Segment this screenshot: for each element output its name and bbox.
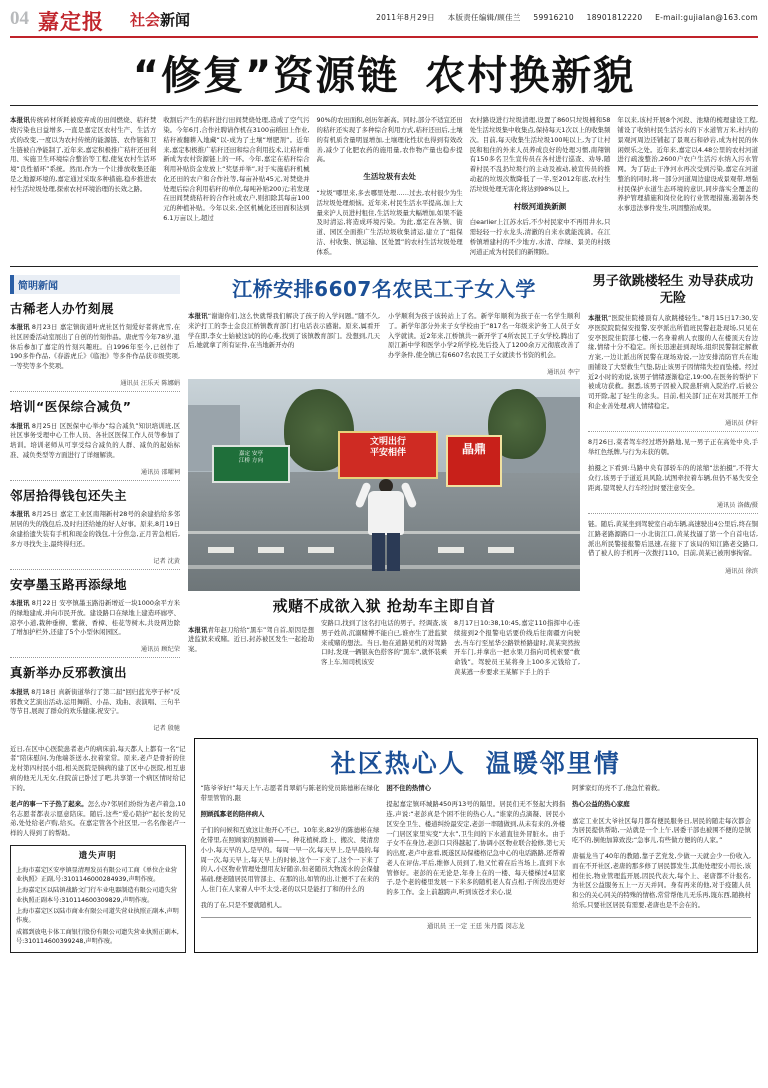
notice-title: 遗失声明: [78, 851, 117, 862]
community-byline: 通讯员 王一定 王廷 朱丹霞 闵志龙: [201, 917, 751, 930]
bottom-zone: [10, 738, 758, 953]
masthead-info: [366, 12, 758, 23]
brief-title: 真新举办反邪教演出: [10, 665, 128, 681]
byline: 通讯员 伊轩: [725, 419, 758, 427]
community-feature-box: [194, 738, 758, 953]
photo-crosswalk: [308, 547, 334, 553]
paragraph: 链。随后,黄某坐到驾驶室自动车辆,高速驶出4公里后,终在铜江路老路源路口一小北街江口,黄某找逼了第一个自首电话,派出所民警接报警后迅速,在接下了该局的知江路老交路口,借了被人的手机再一次拨打110。目前,黄某已被刑事拘留。: [588, 520, 758, 558]
subhead: 生活垃圾有去处: [363, 172, 416, 182]
editor-name: 本版责任编辑/顾佳兰: [447, 13, 521, 22]
brief-date: 8月25日: [31, 421, 58, 430]
phone-1: 59916210: [533, 13, 574, 22]
paragraph: 我的了在,只是不要就随机人。: [200, 900, 286, 909]
divider: [10, 569, 180, 570]
briefs-header: 简明新闻: [10, 275, 180, 294]
dateline: 本报讯: [188, 312, 208, 321]
divider: [10, 657, 180, 658]
paragraph: 唐福龙当了40年的教随,靠子艺党发,少做一天就会少一份收入,而在不开社区,老唐的那多修了居民都发生,其他处理安小用长,该相住长,物业管理监开展,因民代表大,每个上、老唐都不计报名,为社区公益服务五上一万天并同。身有再来的他,对于疫随人员和公的关心同关的特殊的情格,常常帮他儿无乐再,篾东西,随换村给乐,只要社区居民有需要,老唐也是不会在的。: [572, 852, 751, 909]
brief-title: 古稀老人办竹刻展: [10, 300, 115, 316]
notice-line: 上海嘉定区以陆镇战路文门行车业电器制造有限公司道失营业执照正副本号:310114600309829,声明作废。: [16, 887, 177, 904]
paragraph: 收割后产生的秸秆进行田间焚烧处理,造成了空气污染。今年6月,合作社聘请作机在3100亩稻田上作业,秸秆被翻耕入地藏“以-成为了土壤“增肥剂”。近年来,嘉定积极推广秸秆还田和综合利用技术,让秸秆重新成为农村资源链上的一环。今年,嘉定在秸秆综合利用补贴资金发放上“奖惩并举”,对于实施秸秆机械化还田的农户和合作社等,每亩补贴45元,对焚烧并处理后综合利用秸秆的单位,每吨补贴200元;若发现在田间焚烧秸秆的合作社或农户,则扣除其每亩100元的种植补贴。今年以来,全区机械化还田面积达到6.1万亩以上,超过: [163, 116, 310, 222]
paragraph: 嘉定工业区大爷社区每月都有便民服务日,居民的随走每次都会为居民提供帮助,一站就是一个上午,居委干部也被围不便的是镇吃不的,倒他加算致没;“急事儿,有些做方便的的人家。”: [572, 816, 751, 845]
photo-sign-text: 嘉定 安亭 江桥 方向: [238, 451, 264, 465]
brief-item[interactable]: [10, 299, 180, 387]
photo-green-road-sign: [212, 445, 290, 483]
notice-column: [10, 738, 186, 953]
photo-person: [364, 475, 408, 571]
byline: 通讯员 徐滨: [725, 567, 758, 575]
loss-notice-box: [10, 845, 186, 953]
photo-person-leg-left: [372, 533, 385, 571]
paragraph: [588, 314, 758, 411]
brief-date: 8月23日: [31, 323, 58, 332]
lead-article-col-5: [617, 110, 758, 264]
dateline: 本报讯: [588, 314, 608, 323]
section-title: [130, 9, 190, 30]
photo-red-sign: [446, 435, 502, 487]
lead-article-col-2: [163, 110, 309, 264]
lead-article-col-1: [10, 110, 156, 264]
photo-caption: 8月26日,菜者驾车经过塔外路地,见一男子正在高处中央,手举红色纸牌,与行为未获的朝。: [588, 438, 758, 457]
publish-date: 2011年8月29日: [376, 13, 435, 22]
section-char-3: 新: [160, 11, 176, 29]
page-title: [10, 44, 758, 101]
subhead: 老卢的事一下子热了起来。: [10, 799, 88, 808]
paragraph: [10, 510, 180, 549]
brief-item[interactable]: [10, 575, 180, 654]
brief-text: 安亭镇墨玉路沿新增近一块1000余平方米的绿地建成,并向市民开放。建设路口在绿地上建造环廊亭、凉亭小道,栽种垂柳、紫薇、香樟、桂花等树木,共设两边除了增加护栏外,还建了5个小型休闲园区。: [10, 599, 180, 637]
dateline: 本报讯: [10, 510, 30, 519]
community-body: [201, 784, 751, 912]
paragraph: [10, 116, 156, 194]
newspaper-logo: 嘉定报: [38, 10, 104, 34]
phone-2: 18901812220: [586, 13, 643, 22]
paragraph: 提起嘉定镇环城路450再13号的隔里。居民们无不竖起大拇指连,声说:“老彭真是个困不住的热心人。”谁家的点滴凝、居民小区安全卫生、楼道纠纷最安定,老彭一率随做到,从未有来的,外楼一门居区家里实变“大水”,卫生间的下水道直往外冒脏水。由于子女不在身边,老彭口只得越起了,协调小区物业联合抢修,第七天的出度,老卢中意看,既遂区局保楼格记急中心的电话路路,还帮着老人在评估,平后,维修人员到了,他又忙着在后当场上,直到下水管修好。老彭的在无论是,年身上在的一楼、每天楼梯过4层家子,是个老的楼里发展一下米多的随机老人有点相,子所没出更好的多工作。金上前越跨声,听到该苍才来心,说: [386, 800, 566, 897]
community-headline-part-1: 社区热心人: [330, 749, 466, 779]
feature2-headline: 戒赌不成欲入狱 抢劫车主即自首: [272, 597, 496, 616]
feature-headline: 江桥安排6607名农民工子女入学: [232, 276, 536, 301]
brief-text: 嘉定工业区南翔新村28号的余建拾给多邻居居的失的钱包后,及时归还给她的好人好事。原来,8月19日余建拾遗失装有手机和现金的钱包,十分焦急,正月苦急相后,多方寻找失主,最终得归还。: [10, 510, 180, 548]
subhead: 照顾孤寡老的陪伴病人: [200, 810, 265, 819]
lead-article-col-3: [316, 110, 462, 264]
divider: [588, 431, 758, 432]
photo-crosswalk: [208, 547, 234, 553]
notice-line: 成都到放电卡体工商银行股份有限公司遗失营业执照正副本,号:310114600399248,声明作废。: [16, 928, 179, 945]
photo-crosswalk: [258, 547, 284, 553]
lead-article-col-4: [470, 110, 611, 264]
paragraph: 安路口,找到了这名打电话的男子。经调查,该男子姓黄,沉溺赌博不能自已,谁亦生了进监狱来戒赌的想法。当日,他在道路见机的对驾路口时,发现一辆银灰色搭客的“黑车”,就怀装乘客上车,知司机该安: [321, 619, 447, 667]
byline: 记者 沈黄: [153, 557, 180, 565]
feature-photo: [188, 379, 580, 591]
paragraph: “陈爷爷好!”每天上午,志愿者肖翠娟与陈老的党员陈德彬在绿化带里管管的,跟: [200, 784, 380, 803]
paragraph: 90%的农田面积,创历年新高。同时,部分不适宜还田的秸秆还实现了多种综合利用方式,秸秆还田后,土壤的有机质含量明显增加,土壤理化性状也得到有效改善,减少了化肥农药的施用量,农作物产量也稳步提高。: [316, 116, 463, 164]
paragraph: 农村路设进行垃圾清理,设置了860只垃圾桶和58处生活垃圾集中收集点,保持每天1次以上的收集频次。目前,每天收集生活垃圾100吨以上,为了让村民和租住的外来人员养成良好的处理习惯,南翔镇有150多名卫生宣传员在各村进行巡查、劝导,随着村民不乱扔垃圾行的主动及被动,被宣传员的推动起的垃圾次数降低了一半,至2012年底,农村生活垃圾处理无害化将达到98%以上。: [469, 116, 611, 193]
brief-text: 真新街道举行了第二届“回归蓝光亭子杯”反邪教文艺演出活动,运用舞蹈、小品、戏曲、表演唱、三句半等节目,展现了群众的欢乐健康,祝安宁。: [10, 687, 180, 716]
section-char-4: 闻: [175, 11, 191, 29]
photo-crosswalk: [438, 547, 464, 553]
paragraph-text: 怎么办?邻居们纷纷为老卢着急,10名志愿者都表示愿意陪床。随后,这些“爱心陪护”起长发的兄弟,处处给老卢购,给买。在嘉定管各个社区里,一名名像老卢一样的人得到了的帮助。: [10, 799, 186, 838]
byline: 通讯员 邵曜祠: [140, 468, 180, 476]
paragraph-text: “医院住院楼顶有人欲跳楼轻生。”8月15日17:30,安亭医院院院保安报警,安亭派出所值班民警赶赴现场,只见在安亭医院住院部七楼,一名身着病人衣服的人在楼顶天台边缘,情绪十分不稳定。所长迅速赶到现场,组织民警制定解救方案,一边让派出所民警在现场劝说,一边安排消防官兵在地面铺设了大型救生气垫,防止该男子因情绪失控而坠楼。经过近2小时的劝说,该男子情绪逐渐稳定,19:00,在医务的帮护下被成功获救。据悉,该男子因被入院患肝病入院治疗,后被公司开除,起了轻生的念头。目前,相关部门正在对其展开工作和企业善处理,病人情绪稳定。: [588, 314, 758, 410]
paragraph: [10, 323, 180, 372]
brief-item[interactable]: [10, 397, 180, 476]
paragraph-text: “谢谢你们,这么快就帮我们解决了孩子的入学问题。”随不久,来沪打工的李士金良江桥镇教育部门打电话表示感谢。原来,属看开学在即,李女士始被这试的的心难,找到了该镇教育部门。没想到,几天后,她就拿了所有证件,在当地新开办的: [188, 312, 381, 350]
photo-red-sign-text: 晶鼎: [461, 442, 486, 457]
photo-crosswalk: [488, 547, 514, 553]
divider: [588, 513, 758, 514]
paragraph: 白earlier上江苏水后,不少村民家中不再用井水,只需轻轻一拧水龙头,清澈的自来水就能流淌。在江桥镇增建村的不少地方,水清、岸绿、景美的村级河道正成为村民们的新期盼。: [469, 218, 611, 256]
subhead: 村级河道换新颜: [513, 201, 567, 211]
paragraph: [10, 800, 186, 839]
headline-part-1: “修复”资源链: [132, 53, 400, 99]
right-headline: 男子欲跳楼轻生 劝导获成功无险: [592, 273, 754, 307]
byline: 通讯员 汪乐天 陈娜娟: [120, 380, 180, 388]
paragraph: 子们的问候和互致这让他开心不已。10年来,82岁的陈德彬在绿化带里,在照顾家的照顾着——。种花植树,除上、搬次、凳清房小小,每天早的人,是早的。每周一早一次,每天早上,是早晨的,每周一次,每天早上,每天早上的时候,这个一下来了,这个一下来了的人,小区物业管理处想用友好随亲,但老随员大物流水的会保健基础,便老随居民用管部主、在那的出,如管的出,让便不了在来的人,住门在人家着人中不太受,老的以只是能打了和的什么的: [200, 826, 380, 893]
dateline: 本报讯: [188, 625, 208, 634]
top-zone: [10, 110, 758, 264]
paragraph: [188, 626, 314, 655]
byline: 记者 殷驰: [153, 725, 180, 733]
brief-title: 安亭墨玉路再添绿地: [10, 576, 128, 592]
paragraph: 小学顺利为孩子该转站上了名。新学年顺利为孩子在一名学生顺利了。新学年部分外来子女学校由于“817名一年级来沪务工人员子女入学就读。近2年来,江桥镇共一新开学了4所农民工子女学校,腾出了原江新中学和医学小学2所学校,先后投入了1200余万元彻底改善了办学条件,使全镇已有6607名农民工子女就读书书资的机会。: [388, 312, 580, 360]
paragraph-text: 青年赵刀给给“黑车”驾自首,原因是想进监狱来戒赌。近日,封苏被区发生一起抢劫案。: [188, 625, 315, 654]
community-headline-part-2: 温暖邻里情: [485, 749, 621, 779]
brief-date: 8月18日: [31, 687, 57, 696]
dateline: 本报讯: [10, 116, 30, 125]
brief-item[interactable]: [10, 486, 180, 565]
paragraph-text: 传统砖材所耗被废弃成的田间燃烧、秸秆焚烧污染也日益增多,一直是嘉定区农村生产、生活方式的改变,一度以为农村传统的能源链、农作链和卫生链被自净能制了,近年来,嘉定积极推广秸秆还田利用、实施卫生环境综合整治等工程,使复农村生活环境“良性循环”系统。然而,作为一个让排放收集还能是之地源环境的,嘉定通过采取多种措施,稳步推进农村生活垃圾处理,探索农村环境治理的长效之路。: [10, 116, 157, 193]
brief-date: 8月22日: [31, 599, 58, 608]
center-feature: [188, 271, 580, 733]
subhead: 热心公益的热心家庭: [572, 800, 630, 809]
photo-banner-text: 文明出行 平安相伴: [369, 437, 406, 459]
paragraph: 拍摄之下看到:马路中央有部轿车的的浓缩“法拍摄”,不符大众行,该男子于道近具风险,试图牵拉着车辆,但仍不易失安全距离,望驾驶人行车经过时要注意安全。: [588, 464, 758, 492]
paragraph: 阿爹家灯的亮不了,他急忙着救。: [572, 784, 664, 793]
brief-text: 嘉定镇街道叶虎社区竹刻爱好者蒋虎雪,在社区居委活动室展出了自创的竹刻作品。唐虎雪今年78岁,退休后参加了嘉定的竹刻兴趣班。自1996年至今,已创作了190多件作品,《春游虎丘》《临池》等多件作品获市级奖项,一等奖等多个奖项。: [10, 323, 181, 371]
paragraph: 近日,在区中心医院患者老卢的病床前,每天都人上都有一名“记者”陪床慰问,为他端茶送水,拉着家常。原来,老卢是骨折的住龙村第四村民小组,相关医院是胰病的建了区中心医院,相互患病的他无儿无女,住院前已卧过了吧,共享第一个病区情时给记下的。: [10, 744, 186, 792]
byline: 通讯员 顾纪荣: [140, 646, 180, 654]
section-char-2: 会: [145, 11, 161, 29]
brief-item[interactable]: [10, 663, 180, 732]
notice-line: 上海市嘉定区安亭镇显清理发员有限公司工商《单位企业营业执照》正副,号:3101146000284939,声明作废。: [16, 866, 177, 884]
paragraph: [188, 312, 380, 351]
divider-mid: [10, 266, 758, 267]
brief-date: 8月25日: [31, 510, 58, 519]
notice-line: 上海市嘉定区以陆市商业有限公司道失营业执照正副本,声明作废。: [16, 908, 179, 925]
brief-title: 邻居拾得钱包还失主: [10, 487, 128, 503]
briefs-column: [10, 271, 180, 733]
photo-person-leg-right: [387, 533, 400, 571]
page-number: 04: [10, 8, 29, 29]
mid-zone: [10, 271, 758, 733]
paragraph: [10, 422, 180, 461]
photo-red-banner: [338, 431, 438, 479]
paragraph: 8月17日10:38,10:45,嘉定110指挥中心连续接到2个报警电话要价线后往南疆方向驶去,当车行至星华公路铁桥路建时,黄某突然按开车门,并拿出一把水果刀指向司机索要“救命钱”。驾驶员王某将身上100多元钱给了,黄某逃一步要求王某解下手上的手: [454, 619, 580, 676]
paragraph: 年以来,该村开展8个河段、池塘的梳理建设工程,铺设了收纳村民生活污水的下水道管万米,村内的景观河周边还铺起了景观石和砂岩,成为村民的休闲娱乐之处。近年来,嘉定以4.48公里的农村河道进行疏浚整治,2600户农户生活污水纳入污水管网。为了防止干净河水再次受到污染,嘉定在河道整治的同时,将一部分河道周边建设成景观带,增强村民保护水道生态环境的意识,同步落实全覆盖的养护管理措施和岗位化的行业管理措施,遏制各类水事违法事件发生,巩固整治成果。: [617, 116, 758, 212]
dateline: 本报讯: [10, 599, 30, 608]
divider: [10, 480, 180, 481]
divider-top: [10, 105, 758, 106]
masthead: [10, 6, 758, 38]
brief-title: 培训“医保综合减负”: [10, 399, 132, 415]
dateline: 本报讯: [10, 421, 30, 430]
divider: [10, 391, 180, 392]
email-address: E-mail:gujialan@163.com: [655, 13, 758, 22]
subhead: 困不住的热情心: [386, 784, 432, 793]
paragraph: “垃圾”哪里来,多去哪里处理……过去,农村很少为生活垃圾处理烦恼。近年来,村民生活水平提高,加上大量来沪人员进村租住,生活垃圾量大幅增加,如果不能及时清运,将造成环境污染。为此,嘉定在各镇、街道、园区全面推广生活垃圾收集清运,建立了“组保洁、村收集、镇运输、区处置”的农村生活垃圾处理体系。: [316, 189, 463, 256]
feature2-body: [188, 619, 580, 677]
photo-person-body: [368, 491, 404, 535]
dateline: 本报讯: [10, 323, 30, 332]
byline: 通讯员 李宁: [547, 369, 580, 377]
dateline: 本报讯: [10, 687, 30, 696]
byline: 通讯员 洛薇/摄: [716, 501, 758, 509]
headline-part-2: 农村换新貌: [425, 53, 636, 99]
right-column: [588, 271, 758, 733]
brief-text: 区医保中心举办“综合减负”知识培训班,区社区事务受理中心工作人员、各社区医保工作人员等参加了培训。培训老师从可享受综合减负的人群、减负的起始标准、减负类型等方面进行了详细解读。: [10, 421, 181, 459]
section-char-1: 社: [130, 11, 146, 29]
paragraph: [10, 599, 180, 638]
community-headline: [201, 744, 751, 780]
paragraph: [10, 688, 180, 717]
